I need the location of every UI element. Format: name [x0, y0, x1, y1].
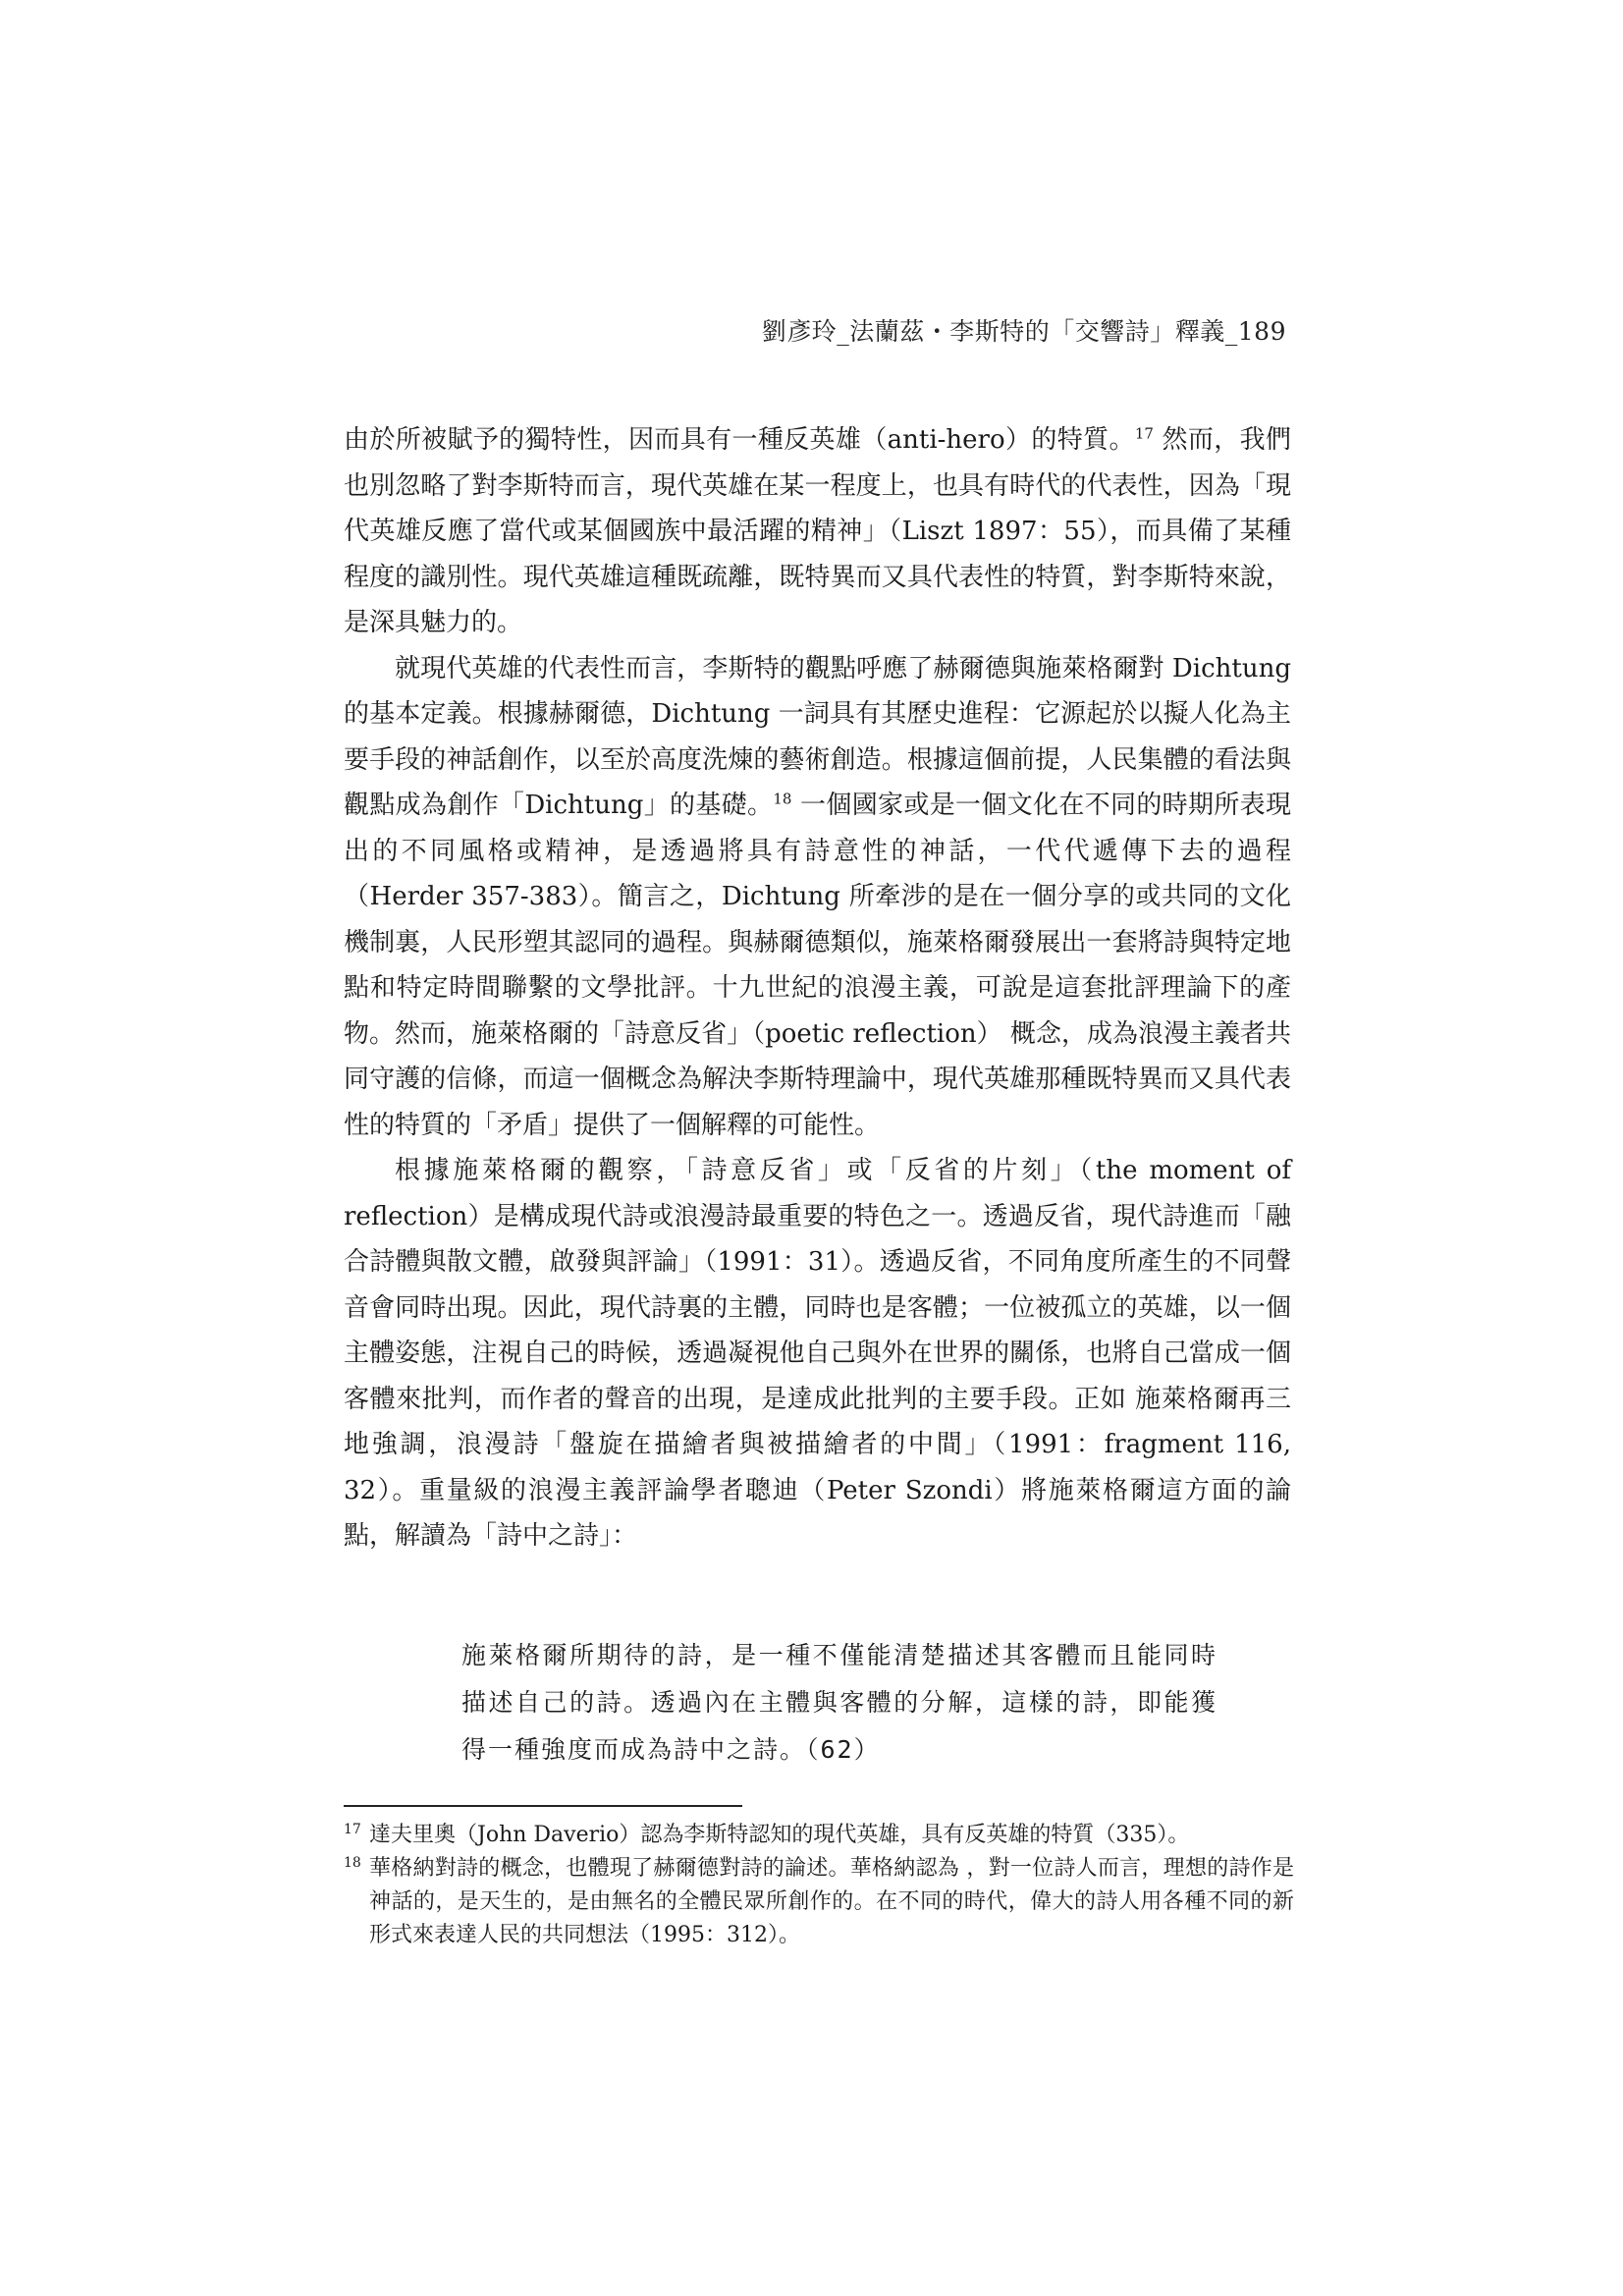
paragraph-1-text-a: 由於所被賦予的獨特性，因而具有一種反英雄（anti-hero）的特質。: [344, 425, 1135, 455]
footnote-18: [344, 1852, 1294, 1952]
paragraph-2-text-b: 一個國家或是一個文化在不同的時期所表現出的不同風格或精神，是透過將具有詩意性的神話，一代代遞傳下去的過程（Herder 357-383）。簡言之，Dichtung 所牽涉的是在一個分享的或共同的文化機制裏，人民形塑其認同的過程。與赫爾德類似，施萊格爾發展出一套將詩與特定地點和特定時間聯繫的文學批評。十九世紀的浪漫主義，可說是這套批評理論下的產物。然而，施萊格爾的「詩意反省」（poetic reflection） 概念，成為浪漫主義者共同守護的信條，而這一個概念為解決李斯特理論中，現代英雄那種既特異而又具代表性的特質的「矛盾」提供了一個解釋的可能性。: [344, 791, 1291, 1140]
paragraph-2: [344, 646, 1291, 1149]
footnote-17: [344, 1819, 1294, 1852]
paragraph-1: [344, 417, 1291, 646]
block-quote: 施萊格爾所期待的詩，是一種不僅能清楚描述其客體而且能同時描述自己的詩。透過內在主體與客體的分解，這樣的詩，即能獲得一種強度而成為詩中之詩。（62）: [461, 1641, 1217, 1764]
footnote-number: 18: [344, 1855, 361, 1871]
footnote-text: 華格納對詩的概念，也體現了赫爾德對詩的論述。華格納認為 ，對一位詩人而言，理想的詩作是神話的，是天生的，是由無名的全體民眾所創作的。在不同的時代，偉大的詩人用各種不同的新形式來表達人民的共同想法（1995：312）。: [369, 1856, 1294, 1947]
footnote-number: 17: [344, 1822, 361, 1837]
paragraph-3: 根據施萊格爾的觀察，「詩意反省」或「反省的片刻」（the moment of reflection）是構成現代詩或浪漫詩最重要的特色之一。透過反省，現代詩進而「融合詩體與散文體，啟發與評論」（1991：31）。透過反省，不同角度所產生的不同聲音會同時出現。因此，現代詩裏的主體，同時也是客體；一位被孤立的英雄，以一個主體姿態，注視自己的時候，透過凝視他自己與外在世界的關係，也將自己當成一個客體來批判，而作者的聲音的出現，是達成此批判的主要手段。正如 施萊格爾再三地強調，浪漫詩「盤旋在描繪者與被描繪者的中間」（1991：fragment 116, 32）。重量級的浪漫主義評論學者聰迪（Peter Szondi）將施萊格爾這方面的論點，解讀為「詩中之詩」：: [344, 1156, 1291, 1551]
footnotes: [344, 1819, 1294, 1952]
paragraph-1-text-b: 然而，我們也別忽略了對李斯特而言，現代英雄在某一程度上，也具有時代的代表性，因為「現代英雄反應了當代或某個國族中最活躍的精神」（Liszt 1897：55），而具備了某種程度的識別性。現代英雄這種既疏離，既特異而又具代表性的特質，對李斯特來說，是深具魅力的。: [344, 425, 1292, 637]
footnote-divider: [344, 1805, 742, 1807]
footnote-ref-17[interactable]: 17: [1134, 424, 1154, 443]
paragraph-2-text-a: 就現代英雄的代表性而言，李斯特的觀點呼應了赫爾德與施萊格爾對 Dichtung 的基本定義。根據赫爾德，Dichtung 一詞具有其歷史進程：它源起於以擬人化為主要手段的神話創作，以至於高度洗煉的藝術創造。根據這個前提，人民集體的看法與觀點成為創作「Dichtung」的基礎。: [344, 653, 1291, 820]
body-text: [344, 417, 1291, 1559]
running-header: 劉彥玲_法蘭茲・李斯特的「交響詩」釋義_189: [761, 317, 1286, 346]
footnote-text: 達夫里奧（John Daverio）認為李斯特認知的現代英雄，具有反英雄的特質（335）。: [369, 1823, 1190, 1847]
footnote-ref-18[interactable]: 18: [773, 790, 792, 808]
